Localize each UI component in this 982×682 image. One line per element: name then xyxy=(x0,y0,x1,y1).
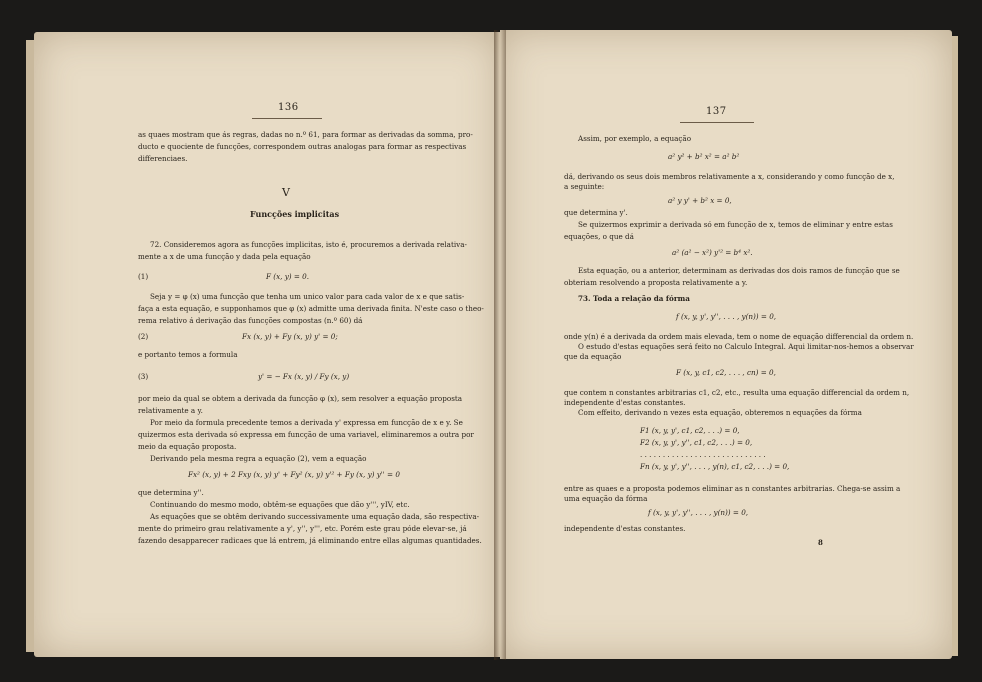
text-line: e portanto temos a formula xyxy=(138,350,238,359)
text-line: uma equação da fórma xyxy=(564,494,648,503)
equation: y' = − Fx (x, y) / Fy (x, y) xyxy=(258,372,350,381)
text-line: obteriam resolvendo a proposta relativamente a y. xyxy=(564,278,748,287)
equation-system-line: Fn (x, y, y', y'', . . . , y(n), c1, c2, . . .) = 0, xyxy=(640,462,790,471)
signature-mark: 8 xyxy=(818,538,823,547)
equation-system-line: F1 (x, y, y', c1, c2, . . .) = 0, xyxy=(640,426,740,435)
equation: f (x, y, y', y'', . . . , y(n)) = 0, xyxy=(676,312,777,321)
text-line: quizermos esta derivada só expressa em funcção de uma variavel, eliminaremos a outra por xyxy=(138,430,474,439)
text-line: mente do primeiro grau relativamente a y', y'', y''', etc. Porém este grau póde elevar-se, já xyxy=(138,524,467,533)
header-rule xyxy=(252,118,322,119)
page-number: 136 xyxy=(278,102,299,113)
text-line: faça a esta equação, e supponhamos que φ (x) admitte uma derivada finita. N'este caso o theo- xyxy=(138,304,484,313)
left-page xyxy=(34,32,500,657)
right-page xyxy=(500,30,952,659)
text-line: As equações que se obtêm derivando successivamente uma equação dada, são respectiva- xyxy=(150,512,480,521)
text-line: que da equação xyxy=(564,352,622,361)
text-line: independente d'estas constantes. xyxy=(564,524,686,533)
text-line: meio da equação proposta. xyxy=(138,442,237,451)
text-line: relativamente a y. xyxy=(138,406,203,415)
section-numeral: V xyxy=(282,186,290,199)
equation: F (x, y) = 0. xyxy=(266,272,310,281)
text-line: entre as quaes e a proposta podemos eliminar as n constantes arbitrarias. Chega-se assim a xyxy=(564,484,901,493)
equation-label: (1) xyxy=(138,272,149,281)
right-page-edge xyxy=(952,36,958,656)
text-line: Com effeito, derivando n vezes esta equação, obteremos n equações da fórma xyxy=(578,408,862,417)
equation-label: (3) xyxy=(138,372,149,381)
text-line: a seguinte: xyxy=(564,182,605,191)
equation: a² (a² − x²) y'² = b⁴ x². xyxy=(672,248,753,257)
book-gutter xyxy=(494,30,506,660)
text-line: as quaes mostram que ás regras, dadas no n.º 61, para formar as derivadas da somma, pro- xyxy=(138,130,473,139)
text-line: mente a x de uma funcção y dada pela equação xyxy=(138,252,311,261)
text-line: Assim, por exemplo, a equação xyxy=(578,134,692,143)
text-line: que determina y''. xyxy=(138,488,204,497)
text-line: que determina y'. xyxy=(564,208,628,217)
equation: Fx² (x, y) + 2 Fxy (x, y) y' + Fy² (x, y) y'² + Fy (x, y) y'' = 0 xyxy=(188,470,400,479)
equation: F (x, y, c1, c2, . . . , cn) = 0, xyxy=(676,368,776,377)
text-line: Por meio da formula precedente temos a derivada y' expressa em funcção de x e y. Se xyxy=(150,418,463,427)
text-line: fazendo desapparecer radicaes que lá entrem, já eliminando entre ellas algumas quantidades. xyxy=(138,536,482,545)
text-line: Esta equação, ou a anterior, determinam as derivadas dos dois ramos de funcção que se xyxy=(578,266,900,275)
text-line: Seja y = φ (x) uma funcção que tenha um unico valor para cada valor de x e que satis- xyxy=(150,292,465,301)
equation-system-line: . . . . . . . . . . . . . . . . . . . . . . . . . . . . xyxy=(640,450,766,459)
text-line: onde y(n) é a derivada da ordem mais elevada, tem o nome de equação differencial da ordem n. xyxy=(564,332,914,341)
text-line: 72. Consideremos agora as funcções implicitas, isto é, procuremos a derivada relativa- xyxy=(150,240,467,249)
equation: a² y y' + b² x = 0, xyxy=(668,196,732,205)
page-number: 137 xyxy=(706,106,727,117)
equation: f (x, y, y', y'', . . . , y(n)) = 0, xyxy=(648,508,749,517)
equation: a² y² + b² x² = a² b² xyxy=(668,152,740,161)
text-line: que contem n constantes arbitrarias c1, c2, etc., resulta uma equação differencial da ordem n, xyxy=(564,388,910,397)
equation-system-line: F2 (x, y, y', y'', c1, c2, . . .) = 0, xyxy=(640,438,753,447)
text-line: 73. Toda a relação da fórma xyxy=(578,294,690,303)
section-title: Funcções implicitas xyxy=(250,209,340,219)
text-line: equações, o que dá xyxy=(564,232,634,241)
text-line: rema relativo á derivação das funcções compostas (n.º 60) dá xyxy=(138,316,363,325)
text-line: Derivando pela mesma regra a equação (2), vem a equação xyxy=(150,454,367,463)
text-line: Se quizermos exprimir a derivada só em funcção de x, temos de eliminar y entre estas xyxy=(578,220,893,229)
left-page-edge xyxy=(26,40,34,652)
equation: Fx (x, y) + Fy (x, y) y' = 0; xyxy=(242,332,338,341)
text-line: dá, derivando os seus dois membros relativamente a x, considerando y como funcção de x, xyxy=(564,172,895,181)
text-line: O estudo d'estas equações será feito no Calculo Integral. Aqui limitar-nos-hemos a observar xyxy=(578,342,914,351)
equation-label: (2) xyxy=(138,332,149,341)
text-line: por meio da qual se obtem a derivada da funcção φ (x), sem resolver a equação proposta xyxy=(138,394,463,403)
text-line: ducto e quociente de funcções, correspondem outras analogas para formar as respectivas xyxy=(138,142,467,151)
text-line: independente d'estas constantes. xyxy=(564,398,686,407)
header-rule xyxy=(680,122,754,123)
text-line: differenciaes. xyxy=(138,154,188,163)
text-line: Continuando do mesmo modo, obtêm-se equações que dão y''', yIV, etc. xyxy=(150,500,410,509)
